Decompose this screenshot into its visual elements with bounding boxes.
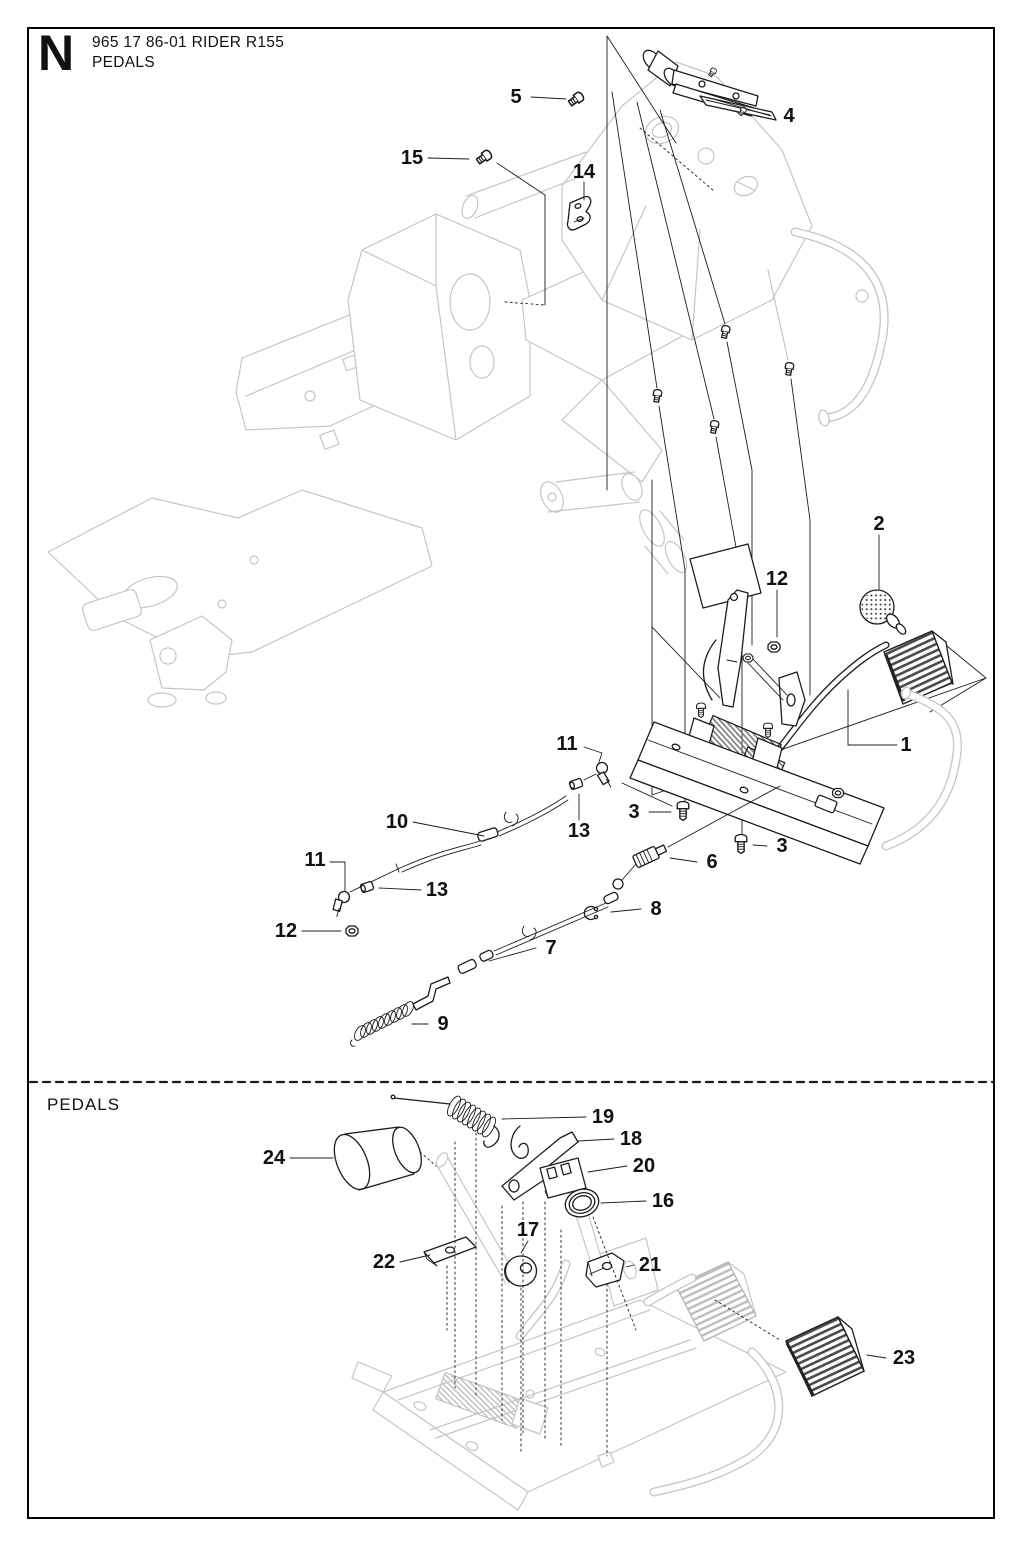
callout-4: 4 xyxy=(783,105,795,127)
callout-13-b: 13 xyxy=(425,879,449,901)
callout-21: 21 xyxy=(638,1254,662,1276)
callout-12-a: 12 xyxy=(765,568,789,590)
title-block xyxy=(92,33,284,73)
document-title: 965 17 86-01 RIDER R155 xyxy=(92,34,285,51)
callout-9: 9 xyxy=(437,1013,449,1035)
callout-18: 18 xyxy=(619,1128,643,1150)
callout-15: 15 xyxy=(400,147,424,169)
callout-6: 6 xyxy=(706,851,718,873)
callout-10: 10 xyxy=(385,811,409,833)
document-subtitle: PEDALS xyxy=(92,54,155,71)
callout-3-b: 3 xyxy=(776,835,788,857)
callout-19: 19 xyxy=(591,1106,615,1128)
section-label: PEDALS xyxy=(47,1095,121,1114)
page-border xyxy=(27,27,995,1519)
frame-letter: N xyxy=(38,25,75,81)
callout-1: 1 xyxy=(900,734,912,756)
callout-11-a: 11 xyxy=(556,733,578,755)
callout-3-a: 3 xyxy=(628,801,640,823)
callout-2: 2 xyxy=(873,513,885,535)
callout-11-b: 11 xyxy=(304,849,326,871)
callout-5: 5 xyxy=(510,86,522,108)
callout-8: 8 xyxy=(650,898,662,920)
callout-22: 22 xyxy=(372,1251,396,1273)
callout-16: 16 xyxy=(651,1190,675,1212)
callout-20: 20 xyxy=(632,1155,656,1177)
callout-24: 24 xyxy=(262,1147,286,1169)
callout-17: 17 xyxy=(516,1219,540,1241)
callout-14: 14 xyxy=(572,161,596,183)
callout-13-a: 13 xyxy=(567,820,591,842)
callout-7: 7 xyxy=(545,937,557,959)
callout-12-b: 12 xyxy=(274,920,298,942)
callout-23: 23 xyxy=(892,1347,916,1369)
